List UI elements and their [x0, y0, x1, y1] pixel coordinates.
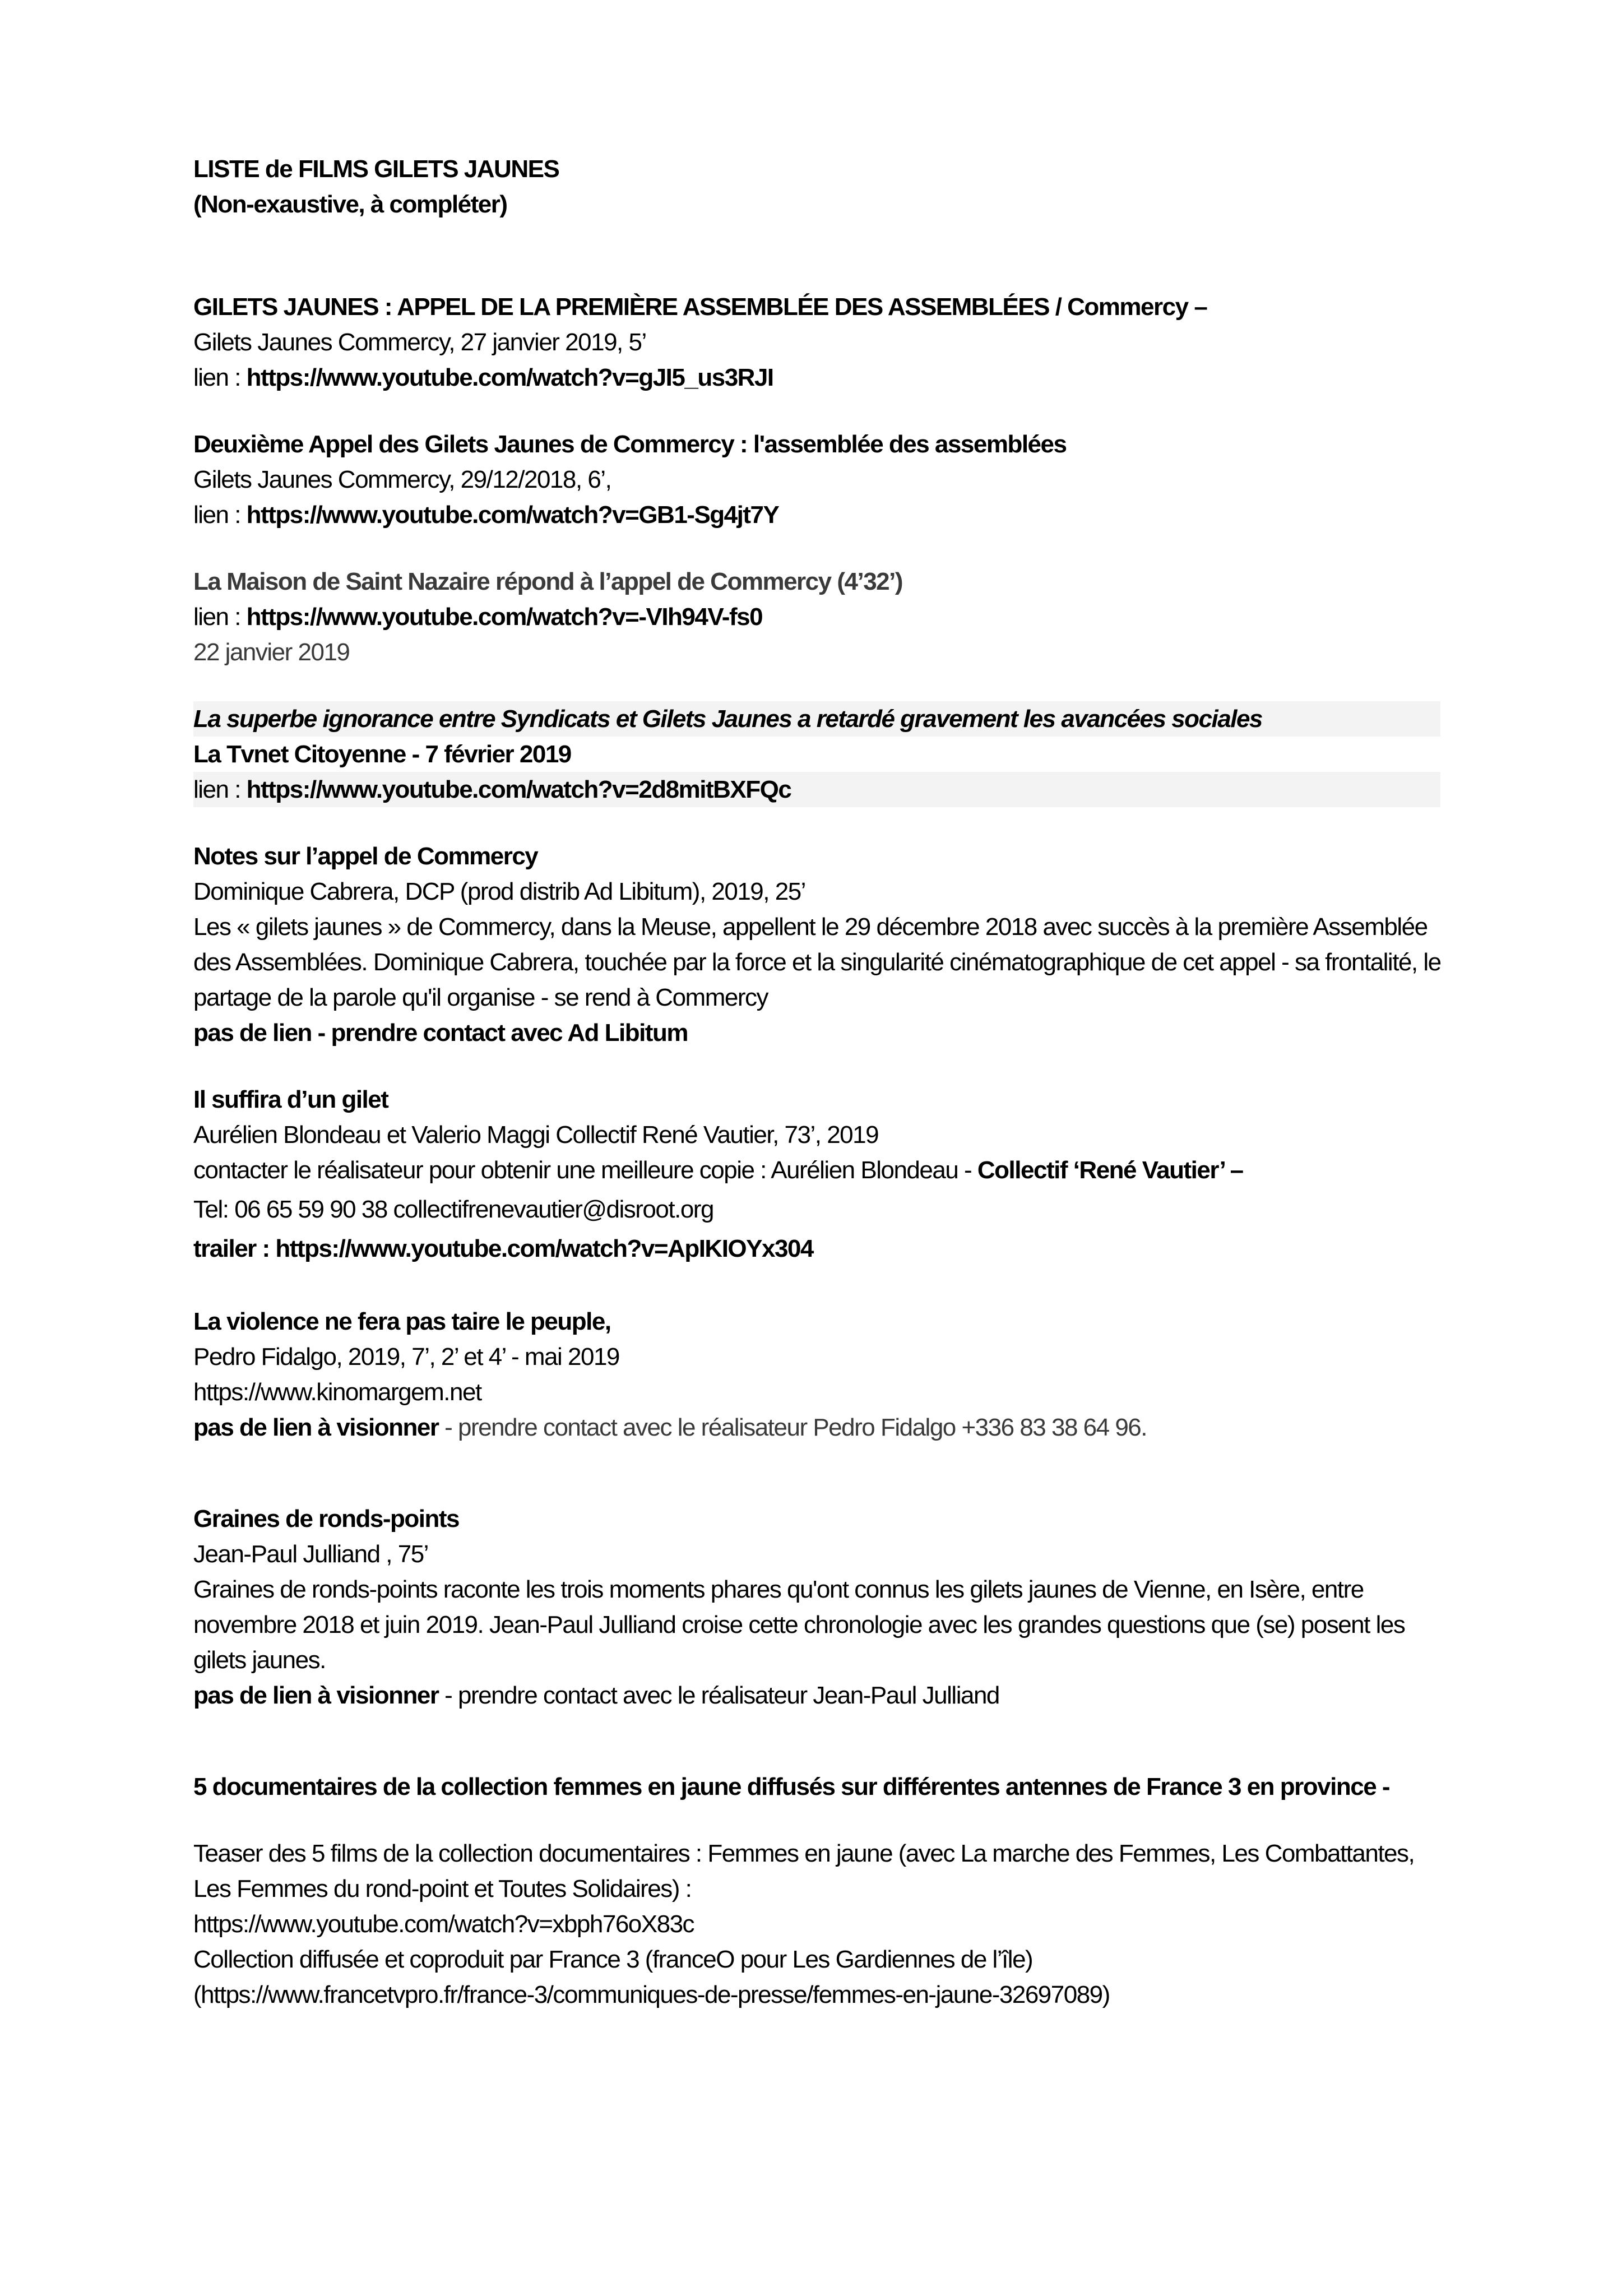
- document-title: LISTE de FILMS GILETS JAUNES: [193, 155, 559, 183]
- film-link[interactable]: https://www.youtube.com/watch?v=gJI5_us3RJI: [246, 364, 773, 391]
- film-note-rest: - prendre contact avec le réalisateur Pedro Fidalgo +336 83 38 64 96.: [438, 1414, 1147, 1441]
- document-page: [193, 151, 1446, 2012]
- film-credits: Pedro Fidalgo, 2019, 7’, 2’ et 4’ - mai 2019: [193, 1343, 619, 1371]
- trailer-link[interactable]: https://www.youtube.com/watch?v=ApIKIOYx304: [275, 1235, 813, 1262]
- film-contact-details[interactable]: Tel: 06 65 59 90 38 collectifrenevautier@disroot.org: [193, 1196, 713, 1223]
- film-credits: Jean-Paul Julliand , 75’: [193, 1540, 428, 1568]
- film-broadcast: Collection diffusée et coproduit par France 3 (franceO pour Les Gardiennes de l’île): [193, 1946, 1033, 1973]
- film-title: Graines de ronds-points: [193, 1505, 460, 1533]
- film-link-line: [193, 497, 1446, 533]
- film-credits: Dominique Cabrera, DCP (prod distrib Ad Libitum), 2019, 25’: [193, 878, 805, 905]
- film-entry: [193, 289, 1446, 395]
- teaser-link[interactable]: https://www.youtube.com/watch?v=xbph76oX83c: [193, 1910, 694, 1938]
- film-credits: Gilets Jaunes Commercy, 27 janvier 2019, 5’: [193, 328, 646, 356]
- film-link-line: [193, 772, 1440, 807]
- document-subtitle: (Non-exaustive, à compléter): [193, 191, 507, 218]
- film-title: Deuxième Appel des Gilets Jaunes de Commercy : l'assemblée des assemblées: [193, 430, 1067, 458]
- film-title: GILETS JAUNES : APPEL DE LA PREMIÈRE ASSEMBLÉE DES ASSEMBLÉES / Commercy –: [193, 293, 1207, 321]
- film-entry: [193, 1501, 1446, 1713]
- film-title: Notes sur l’appel de Commercy: [193, 843, 538, 870]
- film-link-line: [193, 599, 1446, 635]
- contact-collective: Collectif ‘René Vautier’ –: [977, 1156, 1243, 1184]
- film-description: Graines de ronds-points raconte les trois moments phares qu'ont connus les gilets jaunes de Vienne, en Isère, entre novembre 2018 et juin 2019. Jean-Paul Julliand croise cette chronologie avec les grandes questions que (se) posent les gilets jaunes.: [193, 1576, 1405, 1674]
- film-date: 22 janvier 2019: [193, 638, 350, 666]
- film-entry: [193, 839, 1446, 1050]
- broadcast-link[interactable]: (https://www.francetvpro.fr/france-3/communiques-de-presse/femmes-en-jaune-32697089): [193, 1981, 1110, 2008]
- film-note: pas de lien à visionner: [193, 1414, 439, 1441]
- film-title: La superbe ignorance entre Syndicats et Gilets Jaunes a retardé gravement les avancées sociales: [193, 701, 1440, 737]
- film-note: pas de lien à visionner: [193, 1682, 439, 1709]
- film-entry: [193, 701, 1446, 807]
- film-title: La Maison de Saint Nazaire répond à l’appel de Commercy (4’32’): [193, 568, 903, 595]
- film-description: Les « gilets jaunes » de Commercy, dans la Meuse, appellent le 29 décembre 2018 avec succès à la première Assemblée des Assemblées. Dominique Cabrera, touchée par la force et la singularité cinématographique de cet appel - sa frontalité, le partage de la parole qu'il organise - se rend à Commercy: [193, 913, 1441, 1011]
- document-header: [193, 151, 1446, 222]
- film-note-line: [193, 1410, 1446, 1445]
- film-link[interactable]: https://www.youtube.com/watch?v=GB1-Sg4jt7Y: [246, 501, 779, 529]
- film-website[interactable]: https://www.kinomargem.net: [193, 1378, 481, 1406]
- film-credits: La Tvnet Citoyenne - 7 février 2019: [193, 740, 571, 768]
- film-link[interactable]: https://www.youtube.com/watch?v=-VIh94V-fs0: [246, 603, 763, 631]
- link-label: lien :: [193, 603, 247, 631]
- contact-text: contacter le réalisateur pour obtenir une meilleure copie : Aurélien Blondeau -: [193, 1156, 977, 1184]
- trailer-label: trailer :: [193, 1235, 276, 1262]
- film-entry: [193, 1769, 1446, 2012]
- film-entry: [193, 427, 1446, 533]
- film-link-line: [193, 360, 1446, 395]
- link-label: lien :: [193, 364, 247, 391]
- film-title: Il suffira d’un gilet: [193, 1086, 388, 1113]
- film-contact-line: [193, 1152, 1446, 1192]
- film-title: La violence ne fera pas taire le peuple,: [193, 1308, 611, 1335]
- film-note: pas de lien - prendre contact avec Ad Libitum: [193, 1019, 688, 1047]
- film-teaser: Teaser des 5 films de la collection documentaires : Femmes en jaune (avec La marche des Femmes, Les Combattantes, Les Femmes du rond-point et Toutes Solidaires) :: [193, 1840, 1415, 1902]
- film-note-rest: - prendre contact avec le réalisateur Jean-Paul Julliand: [438, 1682, 999, 1709]
- film-entry: [193, 1082, 1446, 1270]
- film-entry: [193, 1304, 1446, 1445]
- film-title: 5 documentaires de la collection femmes en jaune diffusés sur différentes antennes de France 3 en province -: [193, 1773, 1390, 1800]
- film-entry: [193, 564, 1446, 670]
- link-label: lien :: [193, 501, 247, 529]
- film-link[interactable]: https://www.youtube.com/watch?v=2d8mitBXFQc: [246, 776, 791, 803]
- film-credits: Gilets Jaunes Commercy, 29/12/2018, 6’,: [193, 466, 611, 493]
- film-trailer-line: [193, 1231, 1446, 1270]
- film-credits: Aurélien Blondeau et Valerio Maggi Collectif René Vautier, 73’, 2019: [193, 1121, 879, 1149]
- link-label: lien :: [193, 776, 247, 803]
- film-note-line: [193, 1678, 1446, 1713]
